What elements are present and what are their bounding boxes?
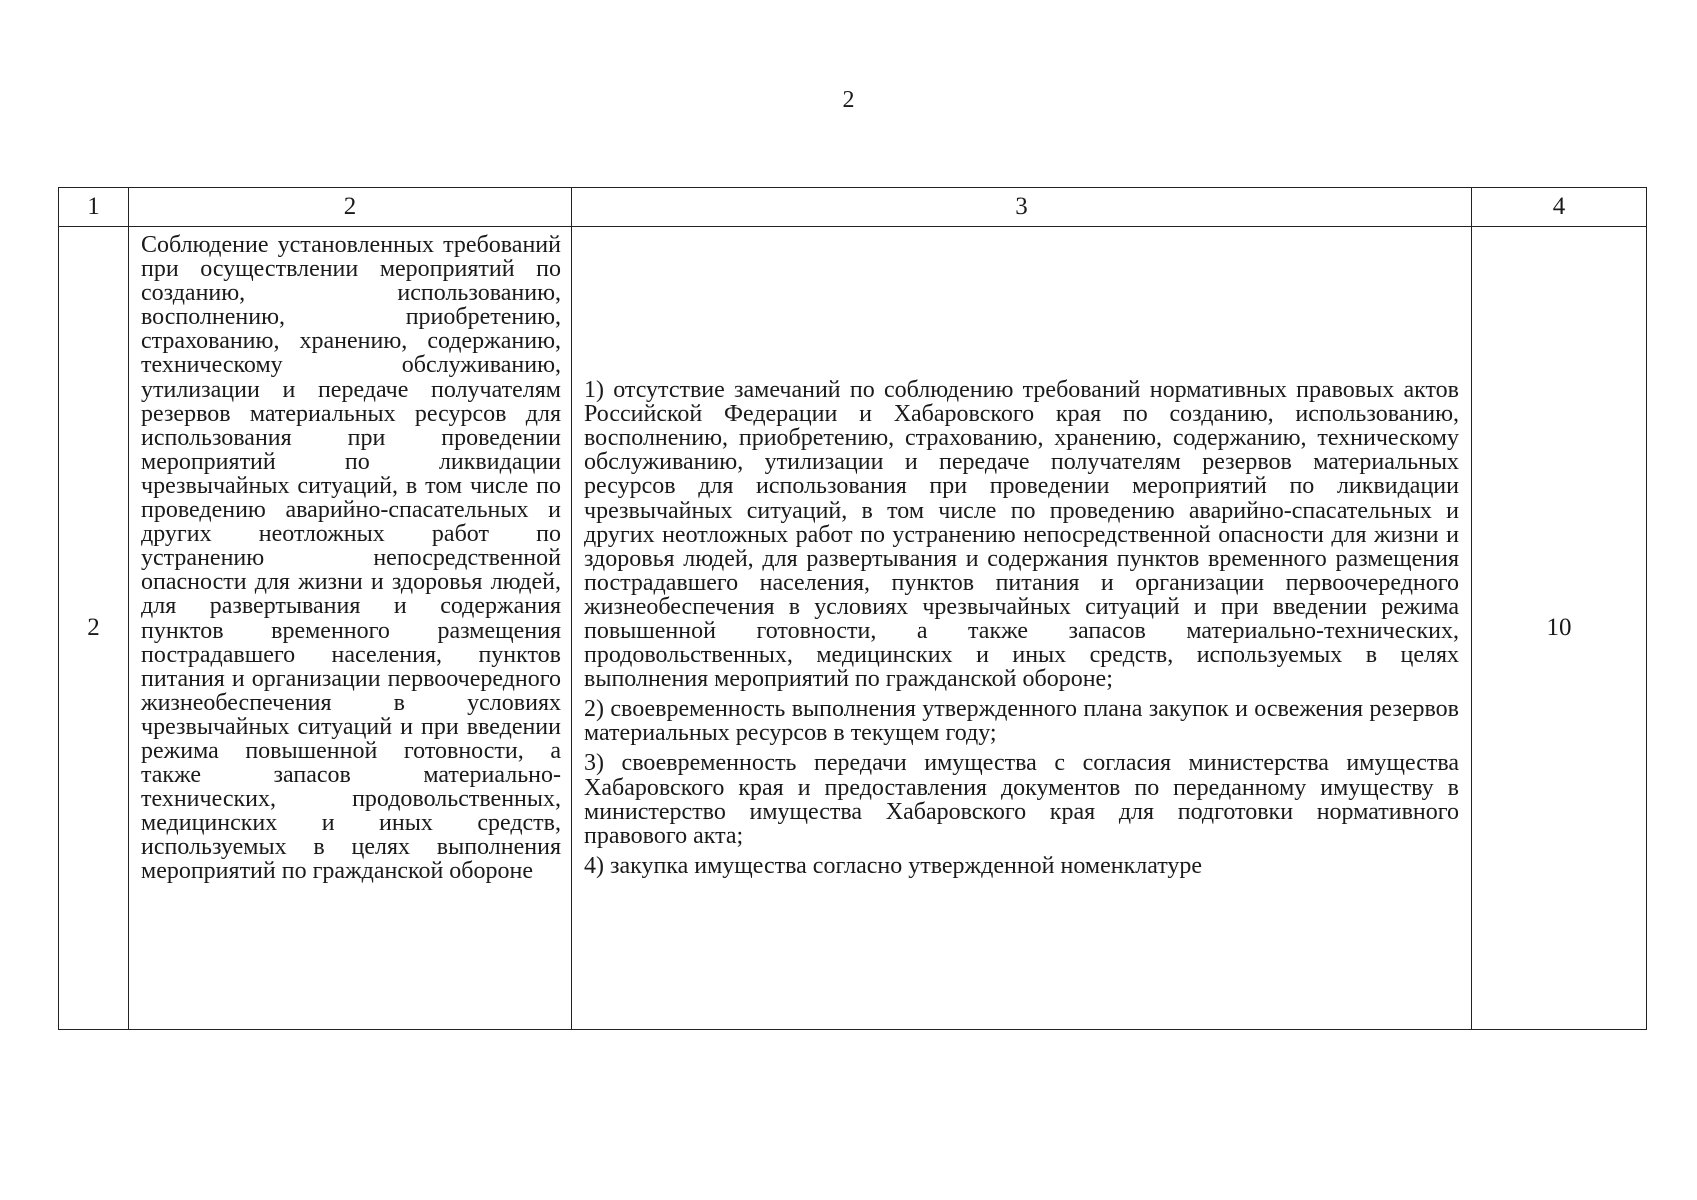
indicator-cell: Соблюдение установленных требований при осуществлении мероприятий по созданию, использованию, восполнению, приобретению, страхованию, хранению, содержанию, техническому обслуживанию, утилизации и передаче получателям резервов материальных ресурсов для использования при проведении мероприятий по ликвидации чрезвычайных ситуаций, в том числе по проведению аварийно-спасательных и других неотложных работ по устранению непосредственной опасности для жизни и здоровья людей, для развертывания и содержания пунктов временного размещения пострадавшего населения, пунктов питания и организации первоочередного жизнеобеспечения в условиях чрезвычайных ситуаций и при введении режима повышенной готовности, а также запасов материально-технических, продовольственных, медицинских и иных средств, используемых в целях выполнения мероприятий по гражданской обороне [129,227,572,1030]
criteria-cell [572,227,1472,1030]
header-cell-3: 3 [572,188,1472,227]
criteria-item-3: 3) своевременность передачи имущества с согласия министерства имущества Хабаровского края и предоставления документов по переданному имуществу в министерство имущества Хабаровского края для подготовки нормативного правового акта; [584,750,1459,849]
header-cell-2: 2 [129,188,572,227]
header-cell-1: 1 [59,188,129,227]
row-index-cell: 2 [59,227,129,1030]
score-cell: 10 [1472,227,1647,1030]
criteria-item-4: 4) закупка имущества согласно утвержденной номенклатуре [584,852,1203,879]
criteria-table [58,187,1647,1030]
criteria-item-2: 2) своевременность выполнения утвержденного плана закупок и освежения резервов материальных ресурсов в текущем году; [584,696,1459,747]
header-cell-4: 4 [1472,188,1647,227]
criteria-item-1: 1) отсутствие замечаний по соблюдению требований нормативных правовых актов Российской Федерации и Хабаровского края по созданию, использованию, восполнению, приобретению, страхованию, хранению, содержанию, техническому обслуживанию, утилизации и передаче получателям резервов материальных ресурсов для использования при проведении мероприятий по ликвидации чрезвычайных ситуаций, в том числе по проведению аварийно-спасательных и других неотложных работ по устранению непосредственной опасности для жизни и здоровья людей, для развертывания и содержания пунктов временного размещения пострадавшего населения, пунктов питания и организации первоочередного жизнеобеспечения в условиях чрезвычайных ситуаций и при введении режима повышенной готовности, а также запасов материально-технических, продовольственных, медицинских и иных средств, используемых в целях выполнения мероприятий по гражданской обороне; [584,377,1459,693]
page-number: 2 [842,87,855,113]
table-row [59,227,1647,1030]
table-header-row [59,188,1647,227]
